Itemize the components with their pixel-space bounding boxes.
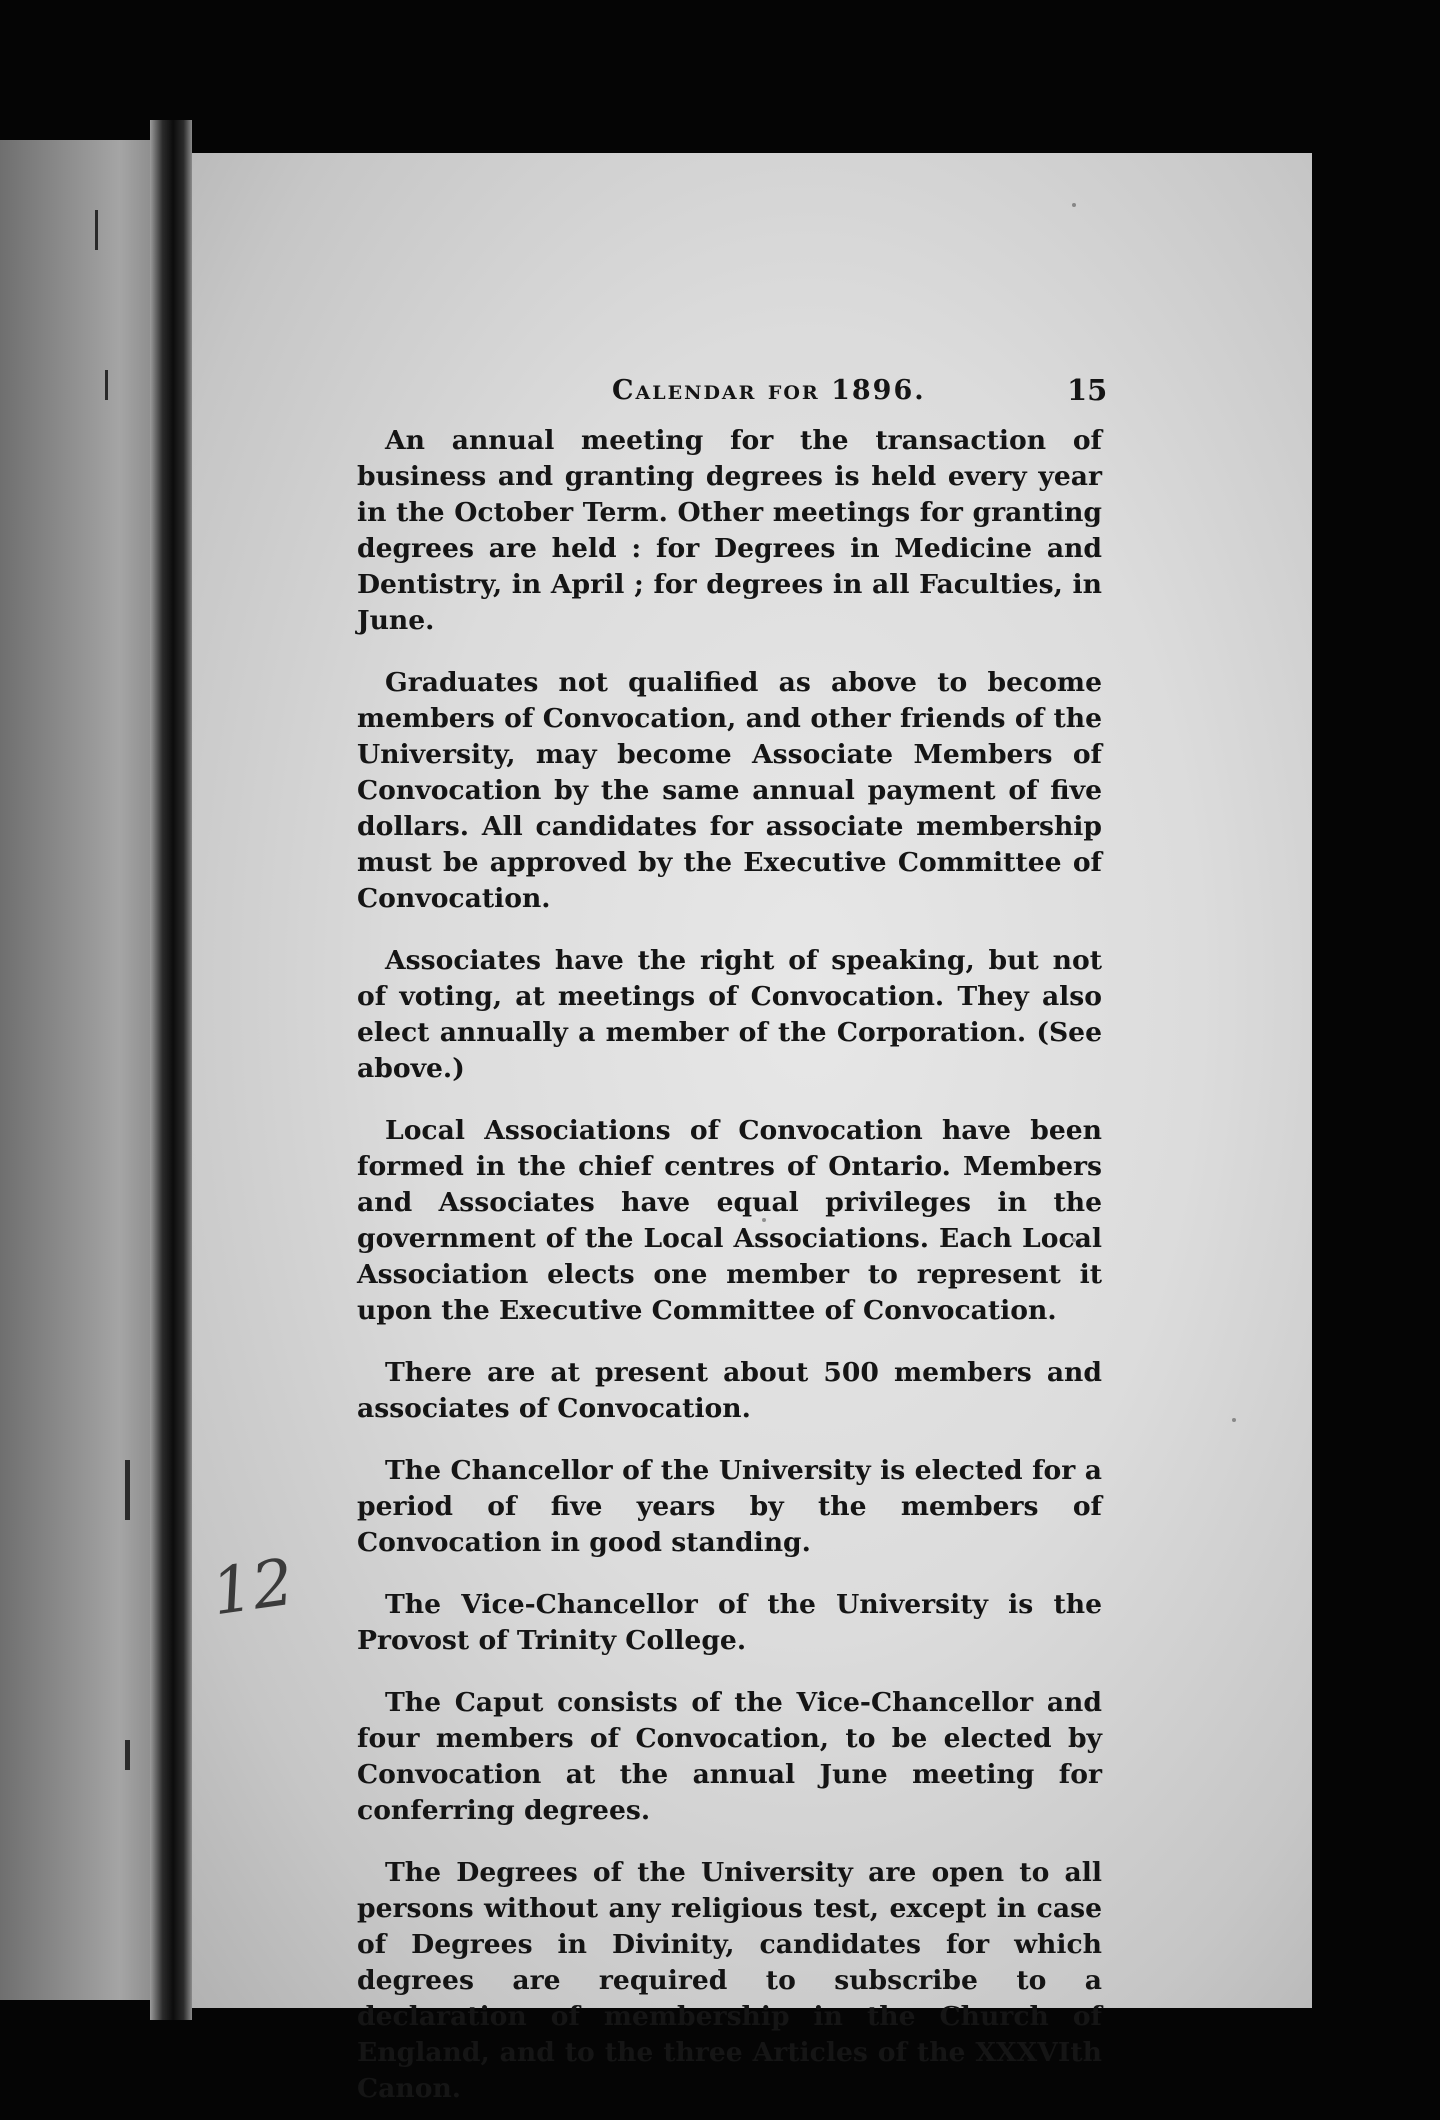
ink-mark	[125, 1740, 130, 1770]
ink-mark	[105, 370, 108, 400]
book-page	[192, 153, 1312, 2104]
handwritten-margin-note: 12	[207, 1545, 299, 1631]
paragraph-chancellor: The Chancellor of the University is elected for a period of five years by the members of Convocation in good standing.	[357, 1455, 1102, 1558]
paragraph-caput: The Caput consists of the Vice-Chancellor and four members of Convocation, to be elected by Convocation at the annual June meeting for conferring degrees.	[357, 1687, 1102, 1826]
paragraph-degrees-open: The Degrees of the University are open to all persons without any religious test, except in case of Degrees in Divinity, candidates for which degrees are required to subscribe to a declaration of membership in the Church of England, and to the three Articles of the XXXVIth Canon.	[357, 1857, 1102, 2104]
paper-speck	[1072, 203, 1076, 207]
ink-mark	[125, 1460, 130, 1520]
body-text	[357, 423, 1102, 2120]
paragraph-associate-members: Graduates not qualified as above to become members of Convocation, and other friends of the University, may become Associate Members of Convocation by the same annual payment of five dollars. All candidates for associate membership must be approved by the Executive Committee of Convocation.	[357, 667, 1102, 914]
paragraph-annual-meeting: An annual meeting for the transaction of business and granting degrees is held every year in the October Term. Other meetings for granting degrees are held : for Degrees in Medicine and Dentistry, in April ; for degrees in all Faculties, in June.	[357, 425, 1102, 636]
book-gutter	[150, 120, 192, 2020]
paragraph-vice-chancellor: The Vice-Chancellor of the University is the Provost of Trinity College.	[357, 1589, 1102, 1656]
page-number: 15	[1067, 373, 1108, 407]
paper-speck	[1232, 1418, 1236, 1422]
paragraph-associates-rights: Associates have the right of speaking, but not of voting, at meetings of Convocation. They also elect annually a member of the Corporation. (See above.)	[357, 945, 1102, 1084]
ink-mark	[95, 210, 98, 250]
running-head: Calendar for 1896.	[612, 375, 926, 406]
paragraph-local-associations: Local Associations of Convocation have been formed in the chief centres of Ontario. Members and Associates have equal privileges in the government of the Local Associations. Each Local Association elects one member to represent it upon the Executive Committee of Convocation.	[357, 1115, 1102, 1326]
facing-page-edge	[0, 140, 150, 2000]
paragraph-membership-count: There are at present about 500 members and associates of Convocation.	[357, 1357, 1102, 1424]
